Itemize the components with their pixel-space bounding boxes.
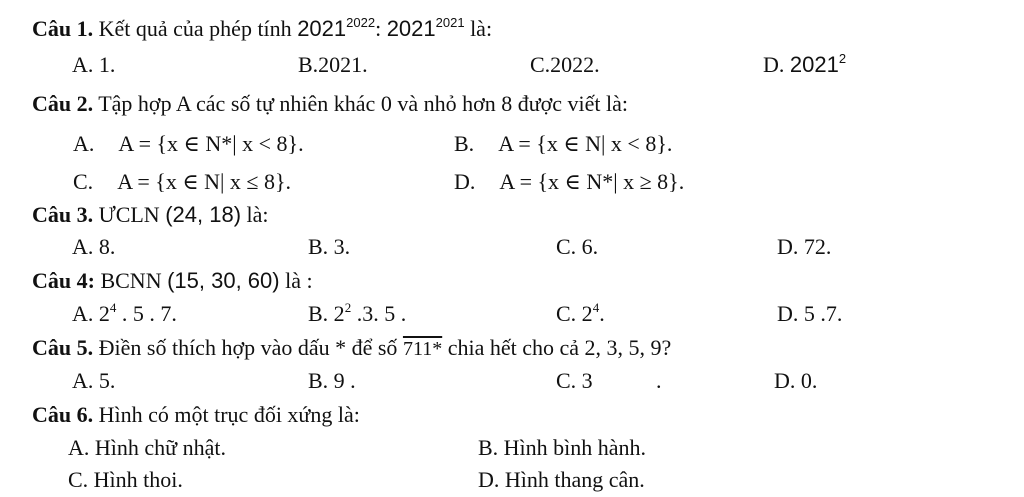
option-b-letter: B. bbox=[454, 131, 475, 156]
option-a[interactable] bbox=[72, 297, 177, 331]
question-4-args: (15, 30, 60) bbox=[167, 268, 280, 293]
option-d[interactable] bbox=[454, 165, 684, 199]
question-3-label: Câu 3. bbox=[32, 202, 94, 227]
option-d-letter: D. bbox=[454, 169, 476, 194]
option-c-rest: . bbox=[599, 301, 605, 326]
question-5-text: Điền số thích hợp vào dấu * để số bbox=[93, 335, 403, 360]
question-6-options-row-2 bbox=[0, 463, 1024, 497]
question-3 bbox=[0, 198, 1024, 232]
option-a[interactable]: A. Hình chữ nhật. bbox=[68, 435, 226, 460]
question-2-options-row-1 bbox=[0, 127, 1024, 161]
option-d[interactable] bbox=[763, 48, 846, 82]
question-3-args: (24, 18) bbox=[165, 202, 242, 227]
option-b[interactable]: B. Hình bình hành. bbox=[478, 435, 647, 460]
option-c-base: C. 2 bbox=[556, 301, 593, 326]
question-1-tail: là: bbox=[464, 16, 493, 41]
option-c[interactable]: C.2022. bbox=[530, 52, 600, 77]
option-b[interactable] bbox=[454, 127, 672, 161]
option-d[interactable]: D. 0. bbox=[774, 368, 818, 393]
question-1-label: Câu 1. bbox=[32, 16, 94, 41]
option-b-rest: .3. 5 . bbox=[351, 301, 407, 326]
base: 2021 bbox=[386, 16, 436, 41]
option-b[interactable]: B.2021. bbox=[298, 52, 368, 77]
question-4-label: Câu 4: bbox=[32, 268, 95, 293]
exponent: 4 bbox=[109, 300, 117, 315]
question-2-text: Tập hợp A các số tự nhiên khác 0 và nhỏ hơn 8 được viết là: bbox=[93, 91, 629, 116]
base: 2021 bbox=[297, 16, 347, 41]
exponent: 4 bbox=[592, 300, 600, 315]
question-4 bbox=[0, 264, 1024, 298]
power-2021-2022 bbox=[297, 16, 375, 41]
option-c[interactable]: C. Hình thoi. bbox=[68, 467, 183, 492]
question-2-label: Câu 2. bbox=[32, 91, 94, 116]
option-d[interactable]: D. 72. bbox=[777, 234, 832, 259]
question-4-stem bbox=[32, 264, 313, 298]
question-1-text: Kết quả của phép tính bbox=[93, 16, 298, 41]
option-a[interactable]: A. 1. bbox=[72, 52, 116, 77]
option-b[interactable]: B. 3. bbox=[308, 234, 351, 259]
option-b-base: B. 2 bbox=[308, 301, 345, 326]
question-1-stem bbox=[32, 12, 492, 46]
exponent: 2 bbox=[838, 51, 847, 66]
option-a-math: A = {x ∈ N*| x < 8}. bbox=[118, 131, 304, 156]
option-c-math: A = {x ∈ N| x ≤ 8}. bbox=[117, 169, 292, 194]
question-3-text: ƯCLN bbox=[93, 202, 166, 227]
option-d-math: A = {x ∈ N*| x ≥ 8}. bbox=[499, 169, 685, 194]
question-1-options bbox=[0, 48, 1024, 82]
question-2-stem bbox=[32, 87, 628, 121]
question-1 bbox=[0, 12, 1024, 46]
option-b-math: A = {x ∈ N| x < 8}. bbox=[498, 131, 673, 156]
option-b[interactable]: B. 9 . bbox=[308, 368, 356, 393]
question-4-text: BCNN bbox=[94, 268, 168, 293]
question-4-options bbox=[0, 297, 1024, 331]
question-2 bbox=[0, 87, 1024, 121]
question-4-tail: là : bbox=[279, 268, 313, 293]
question-6-label: Câu 6. bbox=[32, 402, 94, 427]
option-d-letter: D. bbox=[763, 52, 790, 77]
option-c-letter: C. bbox=[73, 169, 94, 194]
option-a-base: A. 2 bbox=[72, 301, 110, 326]
overlined-number: 711* bbox=[402, 338, 443, 360]
stray-dot: . bbox=[656, 368, 662, 393]
base: 2021 bbox=[789, 52, 839, 77]
question-6 bbox=[0, 398, 1024, 432]
question-3-options bbox=[0, 230, 1024, 264]
option-d[interactable]: D. Hình thang cân. bbox=[478, 467, 645, 492]
question-5-stem bbox=[32, 331, 671, 366]
question-5-options bbox=[0, 364, 1024, 398]
option-c[interactable] bbox=[73, 165, 291, 199]
question-5-tail: chia hết cho cả 2, 3, 5, 9? bbox=[442, 335, 672, 360]
exponent: 2 bbox=[344, 300, 352, 315]
divide-sign: : bbox=[375, 16, 387, 41]
power-2021-2021 bbox=[387, 16, 465, 41]
question-6-options-row-1 bbox=[0, 431, 1024, 465]
question-6-text: Hình có một trục đối xứng là: bbox=[93, 402, 360, 427]
option-d[interactable]: D. 5 .7. bbox=[777, 301, 843, 326]
option-c[interactable]: C. 3 bbox=[556, 368, 593, 393]
option-a-letter: A. bbox=[73, 131, 95, 156]
question-5 bbox=[0, 331, 1024, 365]
option-a-rest: . 5 . 7. bbox=[116, 301, 177, 326]
option-a[interactable] bbox=[73, 127, 304, 161]
option-c[interactable]: C. 6. bbox=[556, 234, 599, 259]
option-c[interactable] bbox=[556, 297, 605, 331]
option-a[interactable]: A. 5. bbox=[72, 368, 116, 393]
question-6-stem bbox=[32, 398, 360, 432]
question-3-stem bbox=[32, 198, 269, 232]
option-a[interactable]: A. 8. bbox=[72, 234, 116, 259]
option-b[interactable] bbox=[308, 297, 406, 331]
exponent: 2021 bbox=[435, 15, 465, 30]
question-3-tail: là: bbox=[241, 202, 269, 227]
question-5-label: Câu 5. bbox=[32, 335, 94, 360]
question-2-options-row-2 bbox=[0, 165, 1024, 199]
exponent: 2022 bbox=[346, 15, 376, 30]
